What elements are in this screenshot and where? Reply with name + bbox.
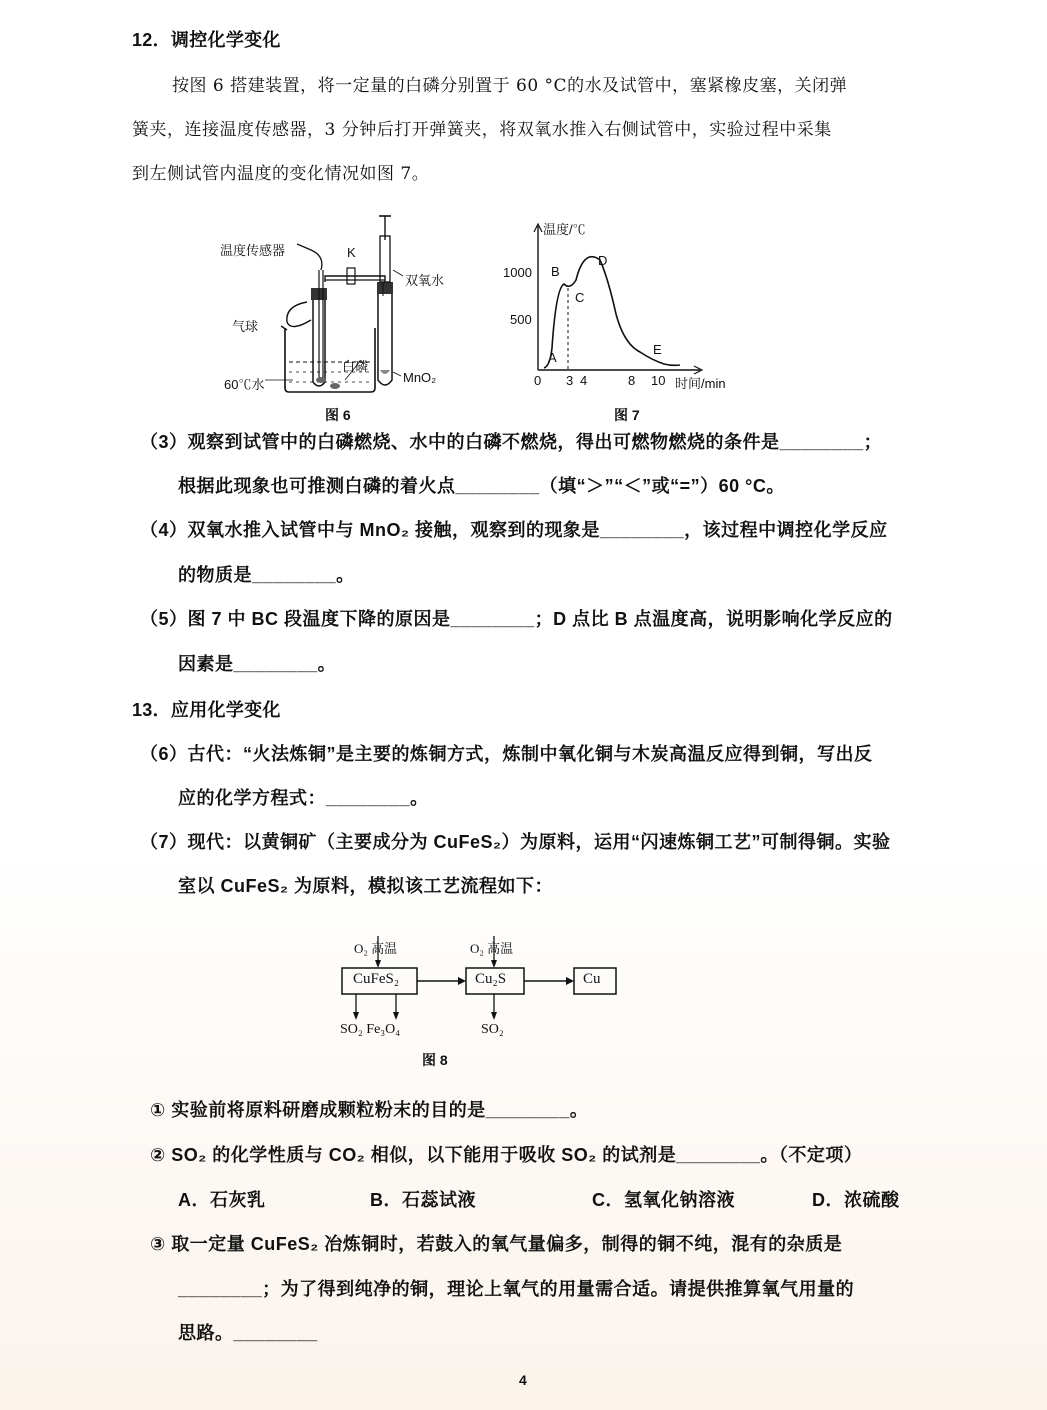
y-axis-label: 温度/℃ — [543, 222, 586, 237]
option-c[interactable]: C．氢氧化钠溶液 — [592, 1190, 735, 1210]
q13-sub1: ① 实验前将原料研磨成颗粒粉末的目的是________。 — [150, 1100, 589, 1120]
q13-part6-line2: 应的化学方程式：________。 — [178, 788, 429, 808]
figure-7-caption: 图 7 — [614, 407, 640, 423]
x-axis-label: 时间/min — [675, 376, 726, 391]
label-mno2: MnO₂ — [403, 370, 437, 385]
x-tick-4: 4 — [580, 373, 588, 388]
box-cu2s-label: Cu₂S — [475, 971, 507, 987]
q13-part6-line1: （6）古代：“火法炼铜”是主要的炼铜方式，炼制中氧化铜与木炭高温反应得到铜，写出反 — [140, 744, 873, 764]
input-label-1: O₂ 高温 — [354, 941, 398, 956]
q12-intro-3: 到左侧试管内温度的变化情况如图 7。 — [132, 164, 430, 184]
label-hydrogen-peroxide: 双氧水 — [405, 273, 445, 288]
balloon — [287, 302, 311, 327]
q13-part7-line2: 室以 CuFeS₂ 为原料，模拟该工艺流程如下： — [178, 876, 554, 896]
q12-part5-line1: （5）图 7 中 BC 段温度下降的原因是________；D 点比 B 点温度高，说明影响化学反应的 — [140, 609, 893, 629]
white-phosphorus-water — [330, 383, 340, 389]
q13-sub3-line3: 思路。________ — [178, 1323, 318, 1343]
q12-part3-line1: （3）观察到试管中的白磷燃烧、水中的白磷不燃烧，得出可燃物燃烧的条件是________； — [140, 432, 883, 452]
point-d: D — [598, 253, 608, 268]
point-c: C — [575, 290, 585, 305]
output-label-1: SO₂ Fe₃O₄ — [340, 1022, 401, 1037]
q13-title: 13．应用化学变化 — [132, 700, 281, 720]
option-d[interactable]: D．浓硫酸 — [812, 1190, 900, 1210]
input-label-2: O₂ 高温 — [470, 941, 514, 956]
q12-title: 12．调控化学变化 — [132, 30, 281, 50]
x-tick-3: 3 — [566, 373, 574, 388]
point-b: B — [551, 264, 560, 279]
q13-sub2: ② SO₂ 的化学性质与 CO₂ 相似，以下能用于吸收 SO₂ 的试剂是________。（不定项） — [150, 1145, 863, 1165]
box-cufes2-label: CuFeS₂ — [353, 971, 400, 987]
white-phosphorus-tube — [316, 377, 326, 383]
label-balloon: 气球 — [232, 319, 259, 334]
q13-sub3-line2: ________；为了得到纯净的铜，理论上氧气的用量需合适。请提供推算氧气用量的 — [178, 1279, 855, 1299]
output-label-2: SO₂ — [481, 1022, 504, 1037]
label-60c-water: 60℃水 — [224, 377, 265, 392]
q13-part7-line1: （7）现代：以黄铜矿（主要成分为 CuFeS₂）为原料，运用“闪速炼铜工艺”可制得铜。实验 — [140, 832, 891, 852]
x-tick-10: 10 — [651, 373, 666, 388]
figure-6-caption: 图 6 — [325, 407, 351, 423]
label-temperature-sensor: 温度传感器 — [220, 243, 286, 258]
label-clamp-k: K — [347, 245, 356, 260]
point-e: E — [653, 342, 662, 357]
temperature-curve — [500, 218, 750, 398]
syringe — [380, 236, 390, 282]
page-number: 4 — [519, 1372, 527, 1388]
figure-8-caption: 图 8 — [422, 1052, 448, 1068]
point-a: A — [548, 350, 557, 365]
q12-part4-line1: （4）双氧水推入试管中与 MnO₂ 接触，观察到的现象是________，该过程中调控化学反应 — [140, 520, 888, 540]
option-a[interactable]: A．石灰乳 — [178, 1190, 266, 1210]
y-tick-500: 500 — [510, 312, 532, 327]
label-white-phosphorus: 白磷 — [342, 359, 369, 374]
q12-intro-1: 按图 6 搭建装置，将一定量的白磷分别置于 60 °C的水及试管中，塞紧橡皮塞，关闭弹 — [172, 76, 848, 96]
right-stopper — [377, 282, 393, 294]
option-b[interactable]: B．石蕊试液 — [370, 1190, 476, 1210]
q13-sub3-line1: ③ 取一定量 CuFeS₂ 冶炼铜时，若鼓入的氧气量偏多，制得的铜不纯，混有的杂质是 — [150, 1234, 843, 1254]
q12-part3-line2: 根据此现象也可推测白磷的着火点________（填“＞”“＜”或“=”）60 °C。 — [178, 476, 785, 496]
x-tick-8: 8 — [628, 373, 636, 388]
q12-intro-2: 簧夹，连接温度传感器，3 分钟后打开弹簧夹，将双氧水推入右侧试管中，实验过程中采集 — [132, 120, 832, 140]
q12-part4-line2: 的物质是________。 — [178, 565, 355, 585]
x-tick-0: 0 — [534, 373, 542, 388]
q12-part5-line2: 因素是________。 — [178, 654, 337, 674]
y-tick-1000: 1000 — [503, 265, 532, 280]
box-cu-label: Cu — [583, 971, 601, 987]
